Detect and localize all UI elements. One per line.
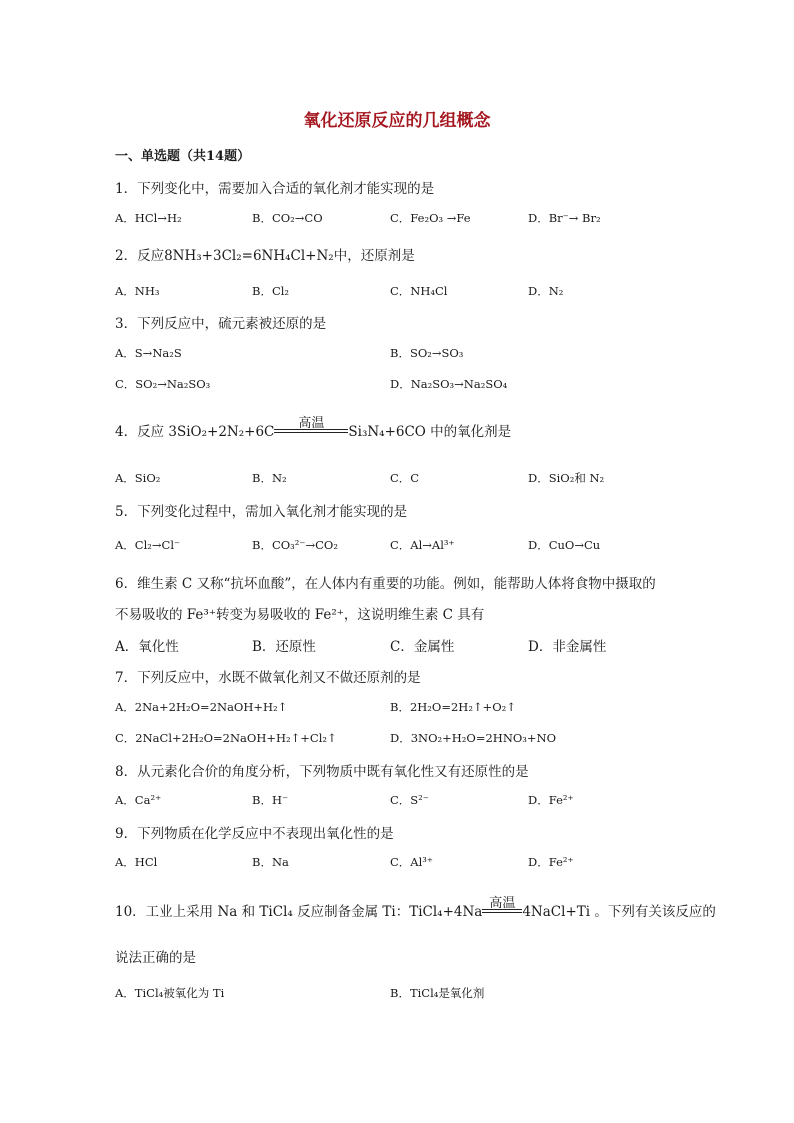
q4-option-a[interactable]: A．SiO₂ — [115, 471, 161, 485]
q5-option-c[interactable]: C．Al→Al³⁺ — [390, 538, 455, 552]
condition-label-2: 高温 — [489, 896, 516, 911]
q9-option-a[interactable]: A．HCl — [115, 855, 158, 869]
q3-option-b[interactable]: B．SO₂→SO₃ — [390, 346, 464, 360]
q2-option-b[interactable]: B．Cl₂ — [252, 284, 290, 298]
q7-option-d[interactable]: D．3NO₂+H₂O=2HNO₃+NO — [390, 731, 557, 745]
q4-option-c[interactable]: C．C — [390, 471, 420, 485]
q1-option-d[interactable]: D．Br⁻→ Br₂ — [528, 211, 601, 225]
q2-option-d[interactable]: D．N₂ — [528, 284, 564, 298]
question-10-line-2: 说法正确的是 — [115, 950, 196, 966]
q5-option-b[interactable]: B．CO₃²⁻→CO₂ — [252, 538, 338, 552]
q3-option-a[interactable]: A．S→Na₂S — [115, 346, 182, 360]
q5-option-a[interactable]: A．Cl₂→Cl⁻ — [115, 538, 181, 552]
q6-option-a[interactable]: A．氧化性 — [115, 639, 179, 655]
q4-stem-post: Si₃N₄+6CO 中的氧化剂是 — [348, 424, 512, 440]
q6-option-d[interactable]: D．非金属性 — [528, 639, 607, 655]
condition-label: 高温 — [298, 416, 325, 431]
q1-option-c[interactable]: C．Fe₂O₃ →Fe — [390, 211, 471, 225]
q10-option-b[interactable]: B．TiCl₄是氧化剂 — [390, 986, 485, 1000]
high-temp-condition-2 — [482, 896, 522, 916]
q9-option-c[interactable]: C．Al³⁺ — [390, 855, 433, 869]
q1-option-b[interactable]: B．CO₂→CO — [252, 211, 323, 225]
high-temp-condition — [274, 416, 348, 436]
q9-option-b[interactable]: B．Na — [252, 855, 289, 869]
q9-option-d[interactable]: D．Fe²⁺ — [528, 855, 574, 869]
q4-option-d[interactable]: D．SiO₂和 N₂ — [528, 471, 605, 485]
q10-stem-pre: 10．工业上采用 Na 和 TiCl₄ 反应制备金属 Ti：TiCl₄+4Na — [115, 904, 483, 920]
page-title: 氧化还原反应的几组概念 — [303, 111, 491, 131]
q8-option-a[interactable]: A．Ca²⁺ — [115, 793, 162, 807]
section-heading: 一、单选题（共14题） — [115, 149, 251, 164]
q6-option-b[interactable]: B．还原性 — [252, 639, 316, 655]
question-10-stem — [115, 896, 716, 920]
q3-option-c[interactable]: C．SO₂→Na₂SO₃ — [115, 377, 211, 391]
q5-option-d[interactable]: D．CuO→Cu — [528, 538, 601, 552]
question-3-stem: 3．下列反应中，硫元素被还原的是 — [115, 316, 327, 332]
question-4-stem — [115, 416, 512, 440]
question-1-stem: 1．下列变化中，需要加入合适的氧化剂才能实现的是 — [115, 181, 435, 197]
q10-option-a[interactable]: A．TiCl₄被氧化为 Ti — [115, 986, 225, 1000]
question-6-line-1: 6．维生素 C 又称“抗坏血酸”，在人体内有重要的功能。例如，能帮助人体将食物中摄取的 — [115, 576, 656, 592]
q4-option-b[interactable]: B．N₂ — [252, 471, 287, 485]
q7-option-c[interactable]: C．2NaCl+2H₂O=2NaOH+H₂↑+Cl₂↑ — [115, 731, 337, 745]
q10-stem-post: 4NaCl+Ti 。下列有关该反应的 — [522, 904, 716, 920]
q1-option-a[interactable]: A．HCl→H₂ — [115, 211, 182, 225]
q7-option-b[interactable]: B．2H₂O=2H₂↑+O₂↑ — [390, 700, 516, 714]
question-5-stem: 5．下列变化过程中，需加入氧化剂才能实现的是 — [115, 504, 408, 520]
q2-option-c[interactable]: C．NH₄Cl — [390, 284, 448, 298]
q8-option-b[interactable]: B．H⁻ — [252, 793, 289, 807]
q3-option-d[interactable]: D．Na₂SO₃→Na₂SO₄ — [390, 377, 508, 391]
q8-option-c[interactable]: C．S²⁻ — [390, 793, 429, 807]
question-8-stem: 8．从元素化合价的角度分析，下列物质中既有氧化性又有还原性的是 — [115, 764, 529, 780]
question-9-stem: 9．下列物质在化学反应中不表现出氧化性的是 — [115, 826, 394, 842]
question-6-line-2: 不易吸收的 Fe³⁺转变为易吸收的 Fe²⁺，这说明维生素 C 具有 — [115, 607, 485, 623]
question-7-stem: 7．下列反应中，水既不做氧化剂又不做还原剂的是 — [115, 670, 421, 686]
q4-stem-pre: 4．反应 3SiO₂+2N₂+6C — [115, 424, 275, 440]
q7-option-a[interactable]: A．2Na+2H₂O=2NaOH+H₂↑ — [115, 700, 288, 714]
q8-option-d[interactable]: D．Fe²⁺ — [528, 793, 574, 807]
q6-option-c[interactable]: C．金属性 — [390, 639, 455, 655]
q2-option-a[interactable]: A．NH₃ — [115, 284, 160, 298]
question-2-stem: 2．反应8NH₃+3Cl₂=6NH₄Cl+N₂中，还原剂是 — [115, 248, 415, 264]
